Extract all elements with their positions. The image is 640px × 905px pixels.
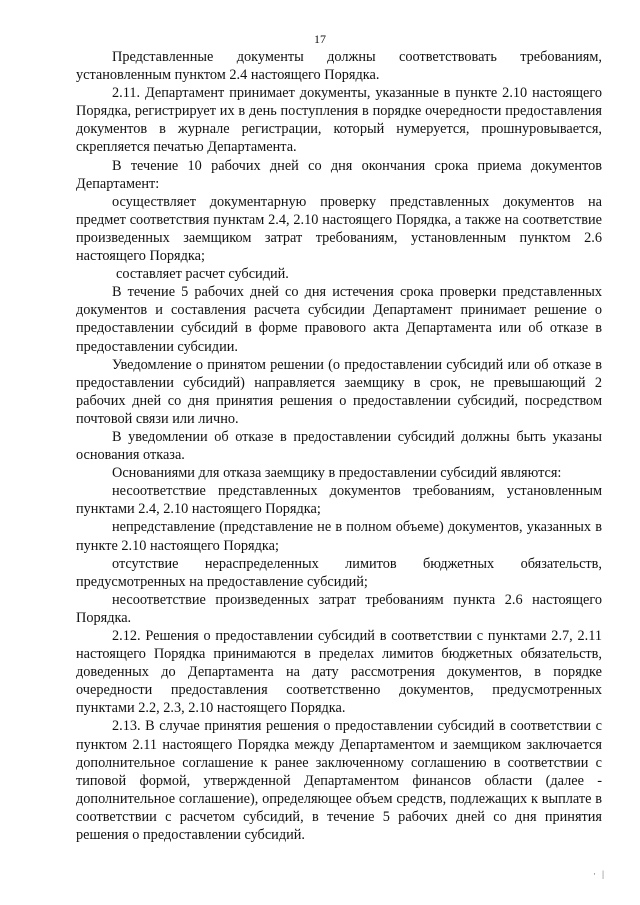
document-body xyxy=(76,48,602,844)
paragraph: В течение 10 рабочих дней со дня окончания срока приема документов Департамент: xyxy=(76,157,602,192)
list-item: непредставление (представление не в полном объеме) документов, указанных в пункте 2.10 настоящего Порядка; xyxy=(76,519,602,554)
paragraph-2-13: 2.13. В случае принятия решения о предоставлении субсидий в соответствии с пунктом 2.11 настоящего Порядка между Департаментом и заемщиком заключается дополнительное соглашение к ранее заключенному соглашению в соответствии с типовой формой, утвержденной Департаментом финансов области (далее - дополнительное соглашение), определяющее объем средств, подлежащих к выплате в соответствии с расчетом субсидий, в течение 5 рабочих дней со дня принятия решения о предоставлении субсидий. xyxy=(76,718,602,844)
list-item: осуществляет документарную проверку представленных документов на предмет соответствия пунктам 2.4, 2.10 настоящего Порядка, а также на соответствие произведенных заемщиком затрат требованиям, установленным пунктом 2.6 настоящего Порядка; xyxy=(76,193,602,265)
paragraph: Представленные документы должны соответствовать требованиям, установленным пунктом 2.4 настоящего Порядка. xyxy=(76,49,602,84)
page-number: 17 xyxy=(314,32,326,46)
paragraph: В течение 5 рабочих дней со дня истечения срока проверки представленных документов и составления расчета субсидии Департамент принимает решение о предоставлении субсидий в форме правового акта Департамента или об отказе в предоставлении субсидии. xyxy=(76,284,602,355)
list-item: отсутствие нераспределенных лимитов бюджетных обязательств, предусмотренных на предоставление субсидий; xyxy=(76,555,602,590)
paragraph: В уведомлении об отказе в предоставлении субсидий должны быть указаны основания отказа. xyxy=(76,428,602,464)
list-item: несоответствие произведенных затрат требованиям пункта 2.6 настоящего Порядка. xyxy=(76,591,602,626)
scan-artifact: · | xyxy=(592,869,606,879)
paragraph-2-12: 2.12. Решения о предоставлении субсидий в соответствии с пунктами 2.7, 2.11 настоящего Порядка принимаются в пределах лимитов бюджетных обязательств, доведенных до Департамента на дату рассмотрения документов, в порядке очередности предоставления соответственно документов, предусмотренных пунктами 2.2, 2.3, 2.10 настоящего Порядка. xyxy=(76,628,602,717)
paragraph: Уведомление о принятом решении (о предоставлении субсидий или об отказе в предоставлении субсидий) направляется заемщику в срок, не превышающий 2 рабочих дней со дня принятия решения о предоставлении субсидий, посредством почтовой связи или лично. xyxy=(76,356,602,427)
list-item: несоответствие представленных документов требованиям, установленным пунктами 2.4, 2.10 настоящего Порядка; xyxy=(76,483,602,518)
paragraph: Основаниями для отказа заемщику в предоставлении субсидий являются: xyxy=(112,465,562,482)
paragraph-2-11: 2.11. Департамент принимает документы, указанные в пункте 2.10 настоящего Порядка, регистрирует их в день поступления в порядке очередности предоставления документов в журнале регистрации, который нумеруется, прошнуровывается, скрепляется печатью Департамента. xyxy=(76,85,602,156)
list-item: составляет расчет субсидий. xyxy=(116,266,289,283)
